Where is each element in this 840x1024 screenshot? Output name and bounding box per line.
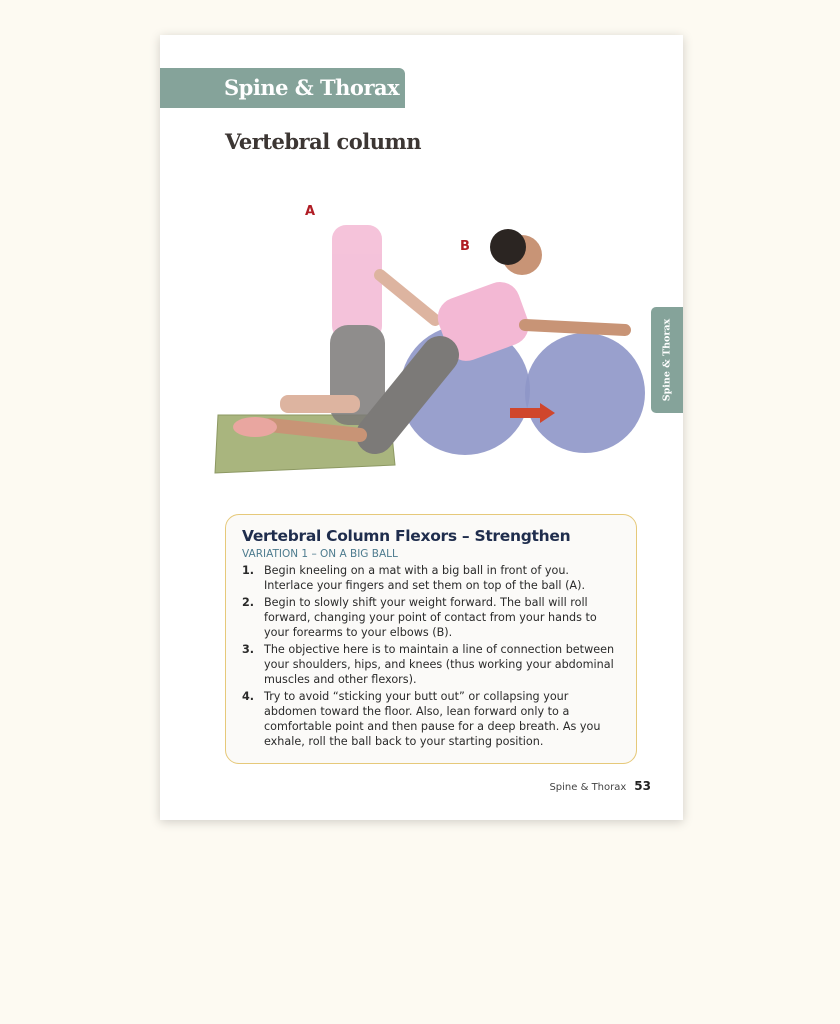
step-item bbox=[242, 563, 620, 593]
side-tab-label: Spine & Thorax bbox=[661, 318, 673, 402]
book-page bbox=[160, 35, 683, 820]
chapter-tab bbox=[160, 68, 405, 108]
footer-section: Spine & Thorax bbox=[549, 782, 627, 793]
side-thumb-tab bbox=[651, 307, 683, 413]
label-a: A bbox=[305, 204, 316, 219]
chapter-tab-label: Spine & Thorax bbox=[224, 75, 400, 100]
step-text: The objective here is to maintain a line of connection between your shoulders, hips, and knees (thus working your abdominal muscles and other flexors). bbox=[264, 643, 615, 686]
step-text: Begin to slowly shift your weight forward. The ball will roll forward, changing your point of contact from your hands to your forearms to your elbows (B). bbox=[264, 596, 597, 639]
ball-b bbox=[525, 333, 645, 453]
step-number: 2. bbox=[242, 596, 255, 609]
step-number: 4. bbox=[242, 690, 255, 703]
step-text: Try to avoid “sticking your butt out” or collapsing your abdomen toward the floor. Also, lean forward only to a comfortable point and then pause for a deep breath. As you exhale, roll the ball back to your starting position. bbox=[264, 690, 601, 748]
exercise-box bbox=[225, 514, 637, 764]
step-number: 3. bbox=[242, 643, 255, 656]
exercise-heading: Vertebral Column Flexors – Strengthen bbox=[242, 527, 571, 545]
step-item bbox=[242, 689, 620, 749]
page-footer bbox=[549, 779, 651, 793]
variation-label: VARIATION 1 – ON A BIG BALL bbox=[242, 548, 398, 560]
step-item bbox=[242, 595, 620, 640]
page-title: Vertebral column bbox=[225, 129, 422, 154]
label-b: B bbox=[460, 239, 470, 254]
steps-list bbox=[242, 563, 620, 749]
exercise-illustration bbox=[210, 195, 650, 485]
step-item bbox=[242, 642, 620, 687]
step-number: 1. bbox=[242, 564, 255, 577]
step-text: Begin kneeling on a mat with a big ball in front of you. Interlace your fingers and set them on top of the ball (A). bbox=[264, 564, 586, 592]
page-number: 53 bbox=[634, 779, 651, 793]
